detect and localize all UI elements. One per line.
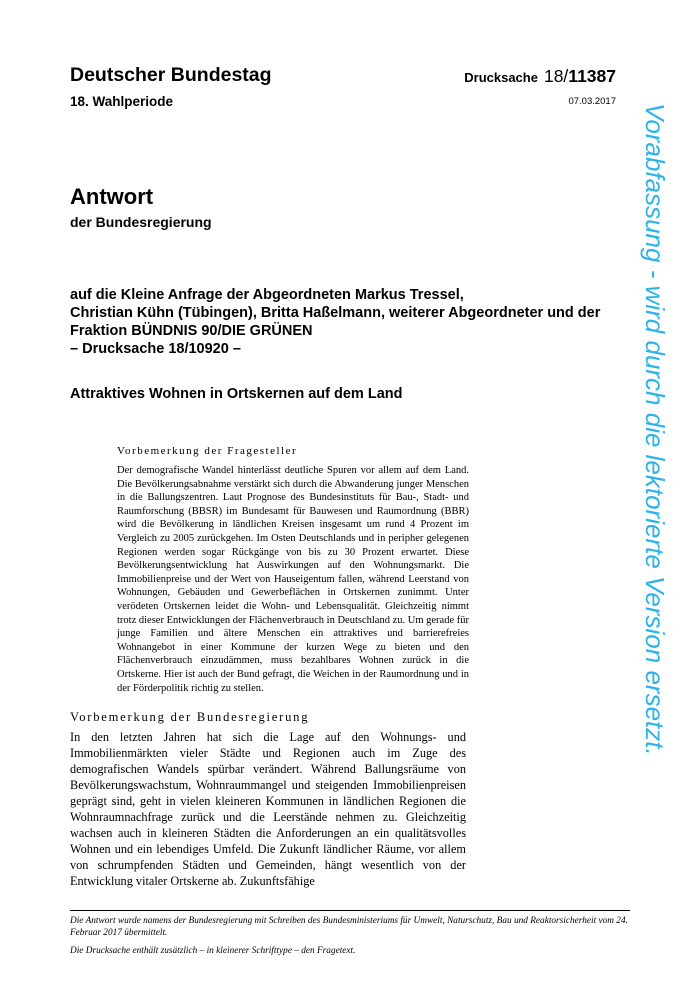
government-preliminary-heading: Vorbemerkung der Bundesregierung — [70, 710, 310, 724]
drucksache-id: 11387 — [568, 66, 616, 86]
legislative-period: 18. Wahlperiode — [70, 94, 174, 109]
inquiry-line-1: auf die Kleine Anfrage der Abgeordneten Markus Tressel, — [70, 287, 464, 303]
document-date: 07.03.2017 — [568, 96, 616, 107]
document-subtitle: der Bundesregierung — [70, 214, 212, 230]
document-title: Antwort — [70, 184, 154, 209]
drucksache-prefix: 18/ — [543, 66, 569, 86]
draft-watermark: Vorabfassung - wird durch die lektorierte Version ersetzt. — [640, 103, 670, 756]
organization-name: Deutscher Bundestag — [70, 64, 272, 86]
drucksache-label: Drucksache — [464, 70, 538, 85]
footnote-transmission: Die Antwort wurde namens der Bundesregierung mit Schreiben des Bundesministeriums für Umwelt, Naturschutz, Bau und Reaktorsicherheit vom 24. Februar 2017 übermittelt. — [70, 916, 628, 938]
footnote-divider — [70, 910, 630, 911]
inquiry-line-2: Christian Kühn (Tübingen), Britta Haßelmann, weiterer Abgeordneter und der — [70, 305, 601, 321]
inquiry-line-3: Fraktion BÜNDNIS 90/DIE GRÜNEN — [70, 323, 313, 339]
drucksache-number — [464, 66, 616, 87]
questioners-preliminary-heading: Vorbemerkung der Fragesteller — [117, 445, 298, 457]
inquiry-line-4: – Drucksache 18/10920 – — [70, 341, 241, 357]
inquiry-reference — [70, 286, 630, 358]
footnote-question-text: Die Drucksache enthält zusätzlich – in kleinerer Schrifttype – den Fragetext. — [70, 946, 356, 956]
government-preliminary-text: In den letzten Jahren hat sich die Lage auf den Wohnungs- und Immobilienmärkten vieler Städte und Regionen auch im Zuge des demografischen Wandels spürbar verändert. Während Ballungsräume von Bevölkerungswachstum, Wohnraummangel und steigenden Immobilienpreisen geprägt sind, geht in vielen kleineren Kommunen in ländlichen Regionen die Wohnraumnachfrage zurück und die Leerstände nehmen zu. Gleichzeitig wachsen auch in kleineren Städten die Anforderungen an ein qualitätsvolles Wohnen und ein lebendiges Umfeld. Die Zukunft ländlicher Räume, vor allem von schrumpfenden Städten und Gemeinden, hängt wesentlich von der Entwicklung vitaler Ortskerne ab. Zukunftsfähige — [70, 730, 466, 888]
questioners-preliminary-text: Der demografische Wandel hinterlässt deutliche Spuren vor allem auf dem Land. Die Bevölkerungsabnahme verstärkt sich durch die Abwanderung junger Menschen in die Ballungszentren. Laut Prognose des Bundesinstituts für Bau-, Stadt- und Raumforschung (BBSR) im Bundesamt für Bauwesen und Raumordnung (BBR) wird die Bevölkerung in ländlichen Kreisen insgesamt um rund 4 Prozent im Vergleich zu 2005 zurückgehen. Im Osten Deutschlands und in peripher gelegenen Regionen werden sogar Rückgänge von bis zu 30 Prozent erwartet. Diese Bevölkerungsentwicklung hat Auswirkungen auf den Wohnungsmarkt. Die Immobilienpreise und der Wert von Hauseigentum fallen, während Leerstand von Wohnungen, Gebäuden und Gewerbeflächen in Ortskernen zunimmt. Unter verödeten Ortskernen leidet die Wohn- und Lebensqualität. Gleichzeitig nimmt trotz dieser Entwicklungen der Flächenverbrauch in Deutschland zu. Um gerade für junge Familien und ältere Menschen ein attraktives und barrierefreies Wohnangebot in einer Kommune der kurzen Wege zu bieten und den Flächenverbrauch einzudämmen, muss bezahlbares Wohnen zurück in die Ortskerne. Hier ist auch der Bund gefragt, die Weichen in der Raumordnung und in der Förderpolitik richtig zu stellen. — [117, 465, 469, 694]
inquiry-topic: Attraktives Wohnen in Ortskernen auf dem Land — [70, 386, 403, 402]
